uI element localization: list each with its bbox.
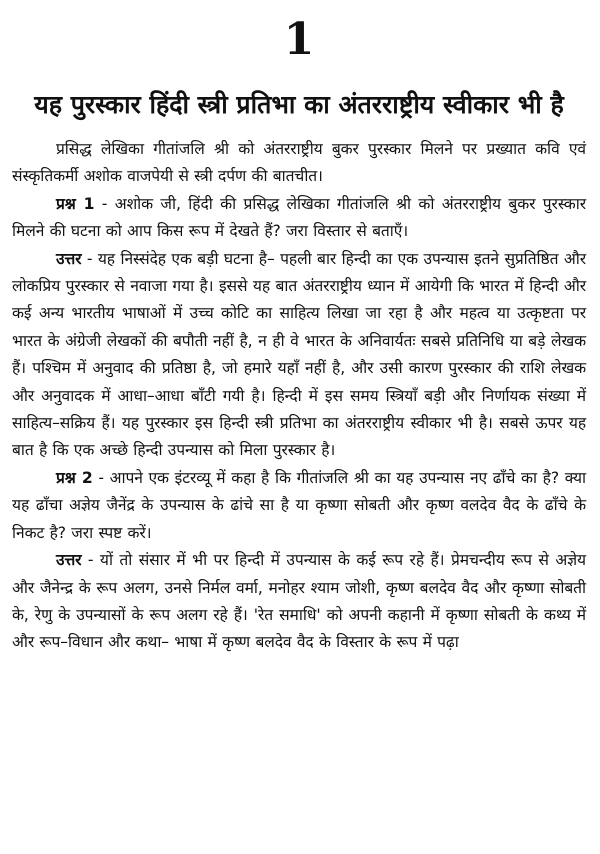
answer-2-text: - यों तो संसार में भी पर हिन्दी में उपन्यास के कई रूप रहे हैं। प्रेमचन्दीय रूप से अज्ञेय और जैनेन्द्र के रूप अलग, उनसे निर्मल वर्मा, मनोहर श्याम जोशी, कृष्ण बलदेव वैद और कृष्णा सोबती के, रेणु के उपन्यासों के रूप अलग रहे हैं। 'रेत समाधि' को अपनी कहानी में कृष्णा सोबती के कथ्य में और रूप–विधान और कथा– भाषा में कृष्ण बलदेव वैद के विस्तार के रूप में पढ़ा	[12, 551, 586, 652]
answer-1-text: - यह निस्संदेह एक बड़ी घटना है– पहली बार हिन्दी का एक उपन्यास इतने सुप्रतिष्ठित और लोकप्रिय पुरस्कार से नवाजा गया है। इससे यह बात अंतरराष्ट्रीय ध्यान में आयेगी कि भारत में हिन्दी और कई अन्य भारतीय भाषाओं में उच्च कोटि का साहित्य लिखा जा रहा है और महत्व या उत्कृष्टता पर भारत के अंग्रेजी लेखकों की बपौती नहीं है, न ही वे भारत के अनिवार्यतः सबसे प्रतिनिधि या बड़े लेखक हैं। पश्चिम में अनुवाद की प्रतिष्ठा है, जो हमारे यहाँ नहीं है, और उसी कारण पुरस्कार की राशि लेखक और अनुवादक में आधा–आधा बाँटी गयी है। हिन्दी में इस समय स्त्रियाँ बड़ी और निर्णायक संख्या में साहित्य–सक्रिय हैं। यह पुरस्कार इस हिन्दी स्त्री प्रतिभा का अंतरराष्ट्रीय स्वीकार भी है। सबसे ऊपर यह बात है कि एक अच्छे हिन्दी उपन्यास को मिला पुरस्कार है।	[12, 249, 586, 460]
answer-2-label: उत्तर	[56, 551, 82, 570]
question-1	[12, 191, 586, 246]
question-1-label: प्रश्न 1	[56, 194, 95, 213]
answer-1	[12, 246, 586, 465]
question-2-label: प्रश्न 2	[56, 468, 93, 487]
answer-1-label: उत्तर	[56, 249, 82, 268]
question-2-text: - आपने एक इंटरव्यू में कहा है कि गीतांजलि श्री का यह उपन्यास नए ढाँचे का है? क्या यह ढाँचा अज्ञेय जैनेंद्र के उपन्यास के ढांचे सा है या कृष्णा सोबती और कृष्ण वलदेव वैद के ढाँचे के निकट है? जरा स्पष्ट करें।	[12, 468, 586, 542]
intro-paragraph: प्रसिद्ध लेखिका गीतांजलि श्री को अंतरराष्ट्रीय बुकर पुरस्कार मिलने पर प्रख्यात कवि एवं संस्कृतिकर्मी अशोक वाजपेयी से स्त्री दर्पण की बातचीत।	[12, 140, 586, 186]
question-2	[12, 465, 586, 547]
chapter-number: 1	[283, 14, 315, 65]
chapter-title: यह पुरस्कार हिंदी स्त्री प्रतिभा का अंतरराष्ट्रीय स्वीकार भी है	[34, 90, 564, 119]
question-1-text: - अशोक जी, हिंदी की प्रसिद्ध लेखिका गीतांजलि श्री को अंतरराष्ट्रीय बुकर पुरस्कार मिलने की घटना को आप किस रूप में देखते हैं? जरा विस्तार से बताएँ।	[12, 194, 586, 241]
answer-2	[12, 547, 586, 657]
